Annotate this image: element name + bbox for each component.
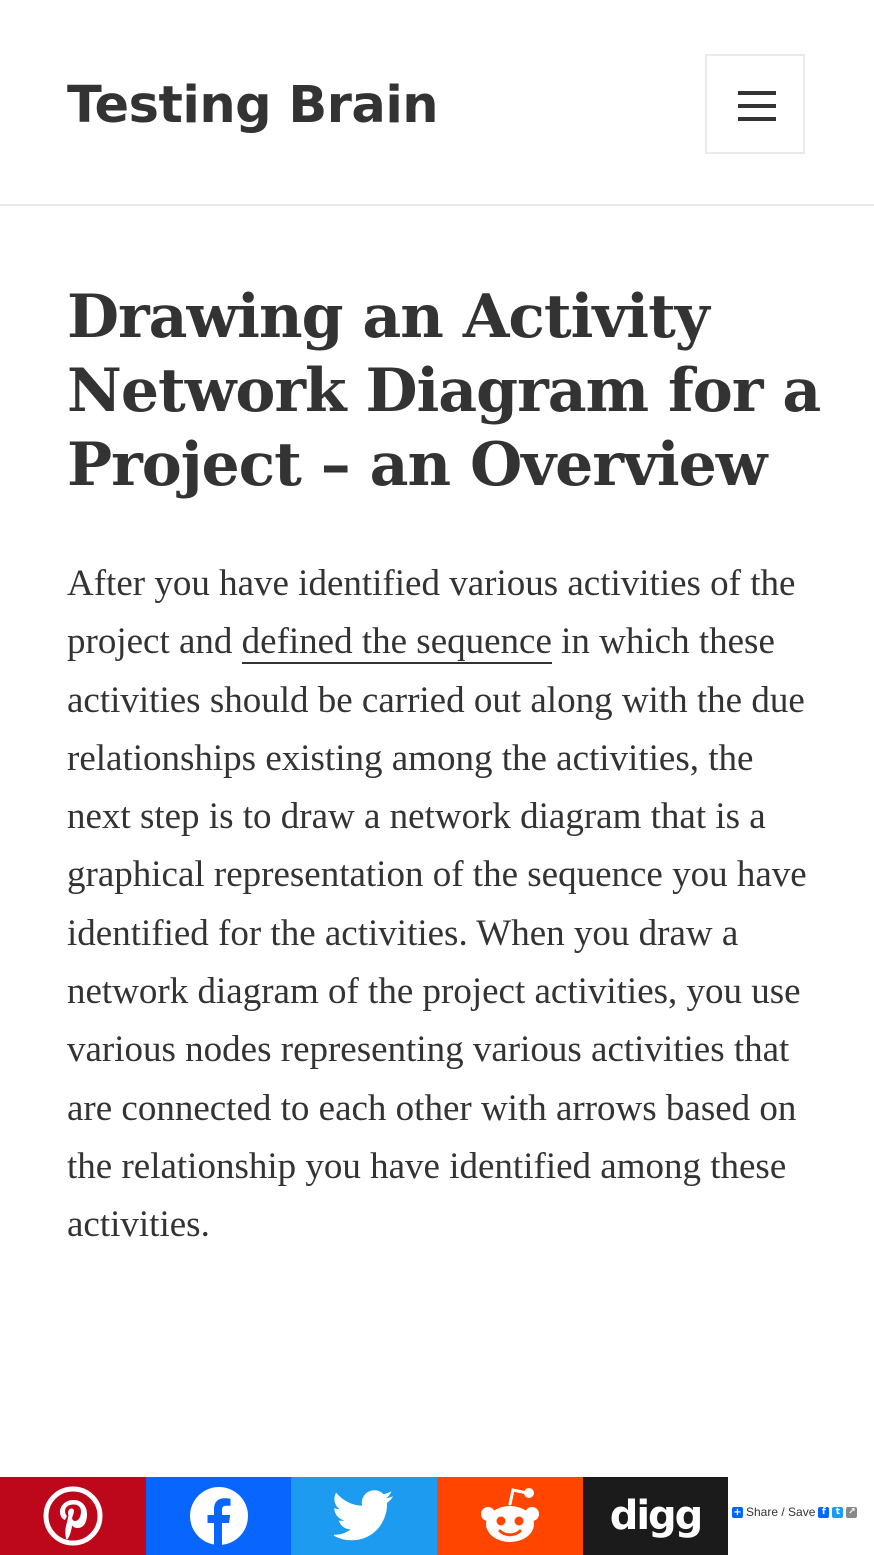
menu-toggle-button[interactable] [705,54,805,154]
twitter-share-button[interactable] [291,1477,437,1555]
pinterest-share-button[interactable] [0,1477,146,1555]
paragraph-text-end: in which these activities should be carried out along with the due relationships existing among the activities, the next step is to draw a network diagram that is a graphical representation of the sequence you have identified for the activities. When you draw a network diagram of the project activities, you use various nodes representing various activities that are connected to each other with arrows based on the relationship you have identified among these activities. [67,621,807,1246]
defined-the-sequence-link[interactable]: defined the sequence [241,621,552,663]
share-bar [0,1477,874,1555]
pinterest-icon [43,1486,103,1546]
twitter-icon [334,1490,394,1542]
reddit-icon [478,1486,542,1546]
facebook-share-button[interactable] [146,1477,292,1555]
digg-share-button[interactable] [583,1477,728,1555]
digg-icon: digg [609,1493,702,1539]
plus-icon: + [733,1506,742,1518]
reddit-share-button[interactable] [437,1477,583,1555]
paragraph-text-start: After you have identified various activities of the project and [67,563,796,663]
hamburger-icon [738,91,776,121]
mini-facebook-icon: f [818,1507,829,1518]
site-header [0,0,874,206]
share-save-button[interactable] [732,1503,857,1521]
facebook-icon [189,1486,249,1546]
mini-share-icon: ↗ [848,1506,856,1517]
article-title: Drawing an Activity Network Diagram for a Project – an Overview [67,282,821,500]
site-title[interactable]: Testing Brain [67,76,439,135]
share-save-label: Share / Save [746,1505,816,1519]
article-paragraph [67,555,807,1255]
mini-twitter-icon: t [832,1507,843,1518]
